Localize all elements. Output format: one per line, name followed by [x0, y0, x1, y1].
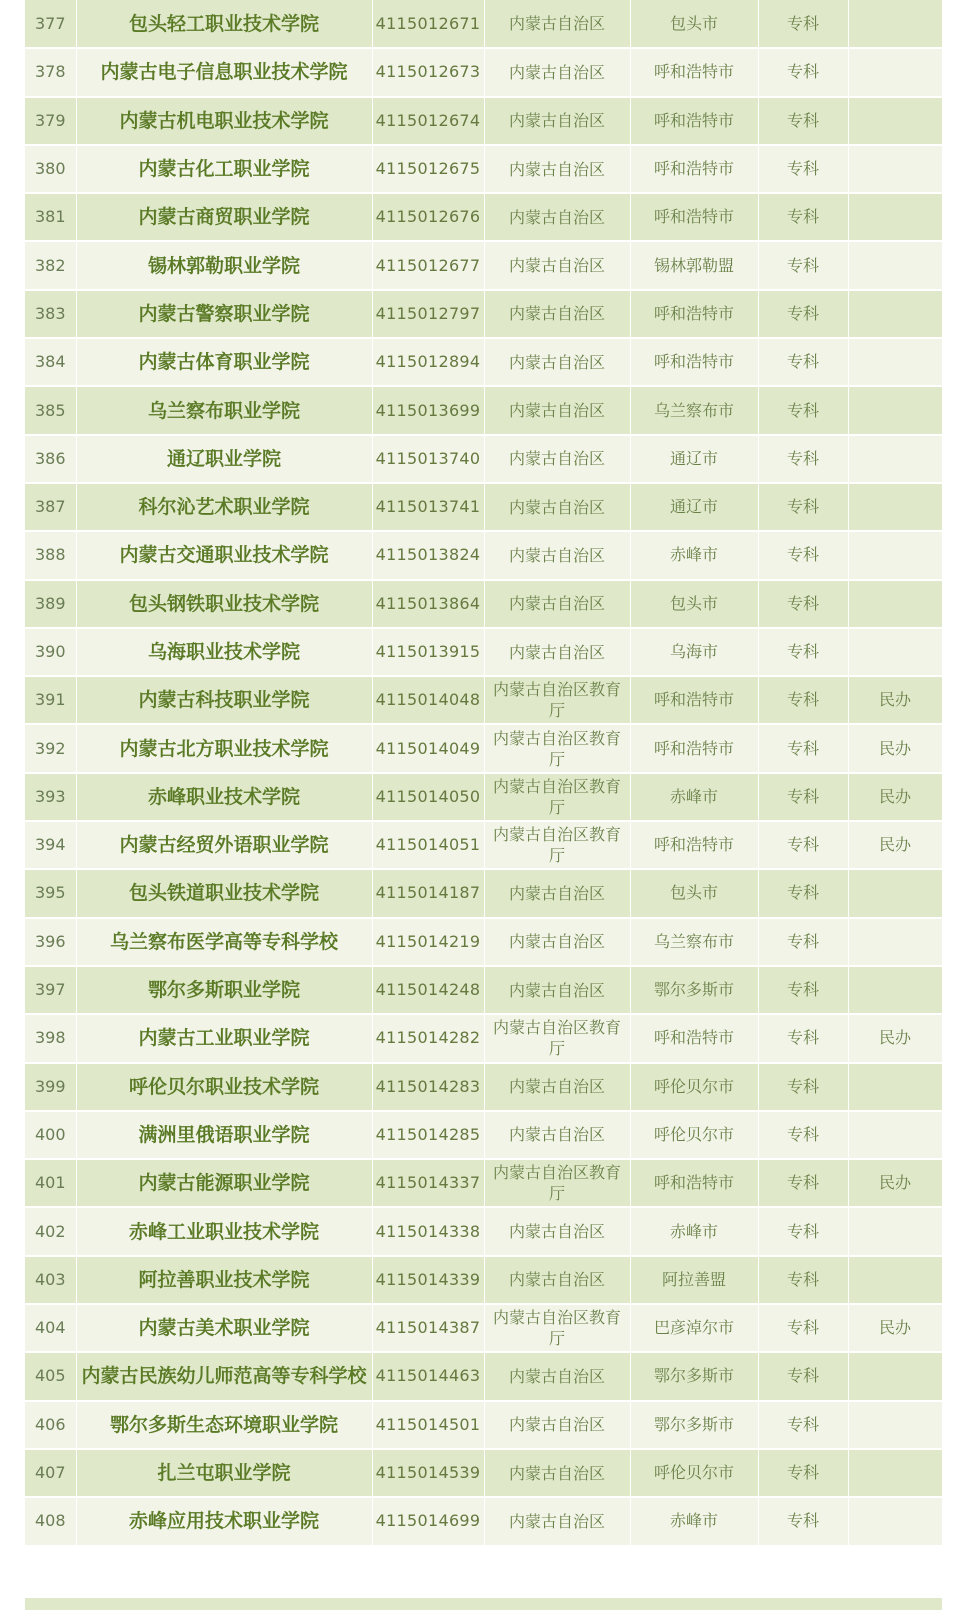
remark-cell: 民办 — [848, 676, 942, 724]
supervising-department-cell: 内蒙古自治区 — [484, 435, 630, 483]
school-list-body — [25, 0, 942, 1546]
city-cell: 阿拉善盟 — [630, 1256, 758, 1304]
row-number-cell: 397 — [25, 966, 76, 1014]
remark-cell — [848, 1449, 942, 1497]
remark-cell — [848, 1497, 942, 1545]
row-number-cell: 406 — [25, 1401, 76, 1449]
supervising-department-cell: 内蒙古自治区 — [484, 1401, 630, 1449]
remark-cell: 民办 — [848, 1304, 942, 1352]
row-number-cell: 387 — [25, 483, 76, 531]
row-number-cell: 399 — [25, 1063, 76, 1111]
row-number-cell: 392 — [25, 724, 76, 772]
row-number-cell: 401 — [25, 1159, 76, 1207]
school-code-cell: 4115014051 — [372, 821, 484, 869]
education-level-cell: 专科 — [758, 1159, 848, 1207]
school-code-cell: 4115013864 — [372, 580, 484, 628]
school-name-cell: 呼伦贝尔职业技术学院 — [76, 1063, 372, 1111]
school-code-cell: 4115012675 — [372, 145, 484, 193]
remark-cell — [848, 0, 942, 48]
remark-cell — [848, 435, 942, 483]
table-row — [25, 290, 942, 338]
table-row — [25, 483, 942, 531]
city-cell: 呼和浩特市 — [630, 1014, 758, 1062]
education-level-cell: 专科 — [758, 1256, 848, 1304]
school-code-cell: 4115013741 — [372, 483, 484, 531]
remark-cell — [848, 193, 942, 241]
row-number-cell: 402 — [25, 1207, 76, 1255]
remark-cell — [848, 97, 942, 145]
education-level-cell: 专科 — [758, 1207, 848, 1255]
remark-cell — [848, 145, 942, 193]
school-code-cell: 4115014463 — [372, 1352, 484, 1400]
remark-cell: 民办 — [848, 724, 942, 772]
education-level-cell: 专科 — [758, 1449, 848, 1497]
row-number-cell: 398 — [25, 1014, 76, 1062]
school-list-table — [25, 0, 943, 1547]
row-number-cell: 395 — [25, 869, 76, 917]
row-number-cell: 393 — [25, 773, 76, 821]
supervising-department-cell: 内蒙古自治区教育厅 — [484, 1014, 630, 1062]
row-number-cell: 378 — [25, 48, 76, 96]
city-cell: 通辽市 — [630, 483, 758, 531]
remark-cell: 民办 — [848, 821, 942, 869]
table-row — [25, 918, 942, 966]
city-cell: 呼和浩特市 — [630, 724, 758, 772]
remark-cell — [848, 483, 942, 531]
row-number-cell: 408 — [25, 1497, 76, 1545]
education-level-cell: 专科 — [758, 483, 848, 531]
school-name-cell: 内蒙古体育职业学院 — [76, 338, 372, 386]
remark-cell — [848, 869, 942, 917]
school-code-cell: 4115013915 — [372, 628, 484, 676]
supervising-department-cell: 内蒙古自治区 — [484, 241, 630, 289]
table-row — [25, 338, 942, 386]
supervising-department-cell: 内蒙古自治区 — [484, 1207, 630, 1255]
education-level-cell: 专科 — [758, 435, 848, 483]
education-level-cell: 专科 — [758, 1063, 848, 1111]
school-name-cell: 内蒙古机电职业技术学院 — [76, 97, 372, 145]
education-level-cell: 专科 — [758, 676, 848, 724]
school-code-cell: 4115014387 — [372, 1304, 484, 1352]
table-row — [25, 1111, 942, 1159]
supervising-department-cell: 内蒙古自治区教育厅 — [484, 1159, 630, 1207]
table-bottom-edge — [25, 1598, 942, 1610]
table-row — [25, 48, 942, 96]
table-row — [25, 1014, 942, 1062]
table-row — [25, 1497, 942, 1545]
school-name-cell: 科尔沁艺术职业学院 — [76, 483, 372, 531]
city-cell: 呼和浩特市 — [630, 821, 758, 869]
city-cell: 呼和浩特市 — [630, 290, 758, 338]
supervising-department-cell: 内蒙古自治区 — [484, 1063, 630, 1111]
table-row — [25, 145, 942, 193]
row-number-cell: 377 — [25, 0, 76, 48]
remark-cell — [848, 1063, 942, 1111]
education-level-cell: 专科 — [758, 1111, 848, 1159]
table-row — [25, 386, 942, 434]
school-code-cell: 4115014050 — [372, 773, 484, 821]
education-level-cell: 专科 — [758, 869, 848, 917]
remark-cell — [848, 531, 942, 579]
school-name-cell: 锡林郭勒职业学院 — [76, 241, 372, 289]
table-row — [25, 241, 942, 289]
table-row — [25, 1449, 942, 1497]
school-name-cell: 内蒙古美术职业学院 — [76, 1304, 372, 1352]
school-name-cell: 内蒙古电子信息职业技术学院 — [76, 48, 372, 96]
city-cell: 乌海市 — [630, 628, 758, 676]
supervising-department-cell: 内蒙古自治区 — [484, 869, 630, 917]
school-name-cell: 包头轻工职业技术学院 — [76, 0, 372, 48]
remark-cell — [848, 1352, 942, 1400]
school-code-cell: 4115014539 — [372, 1449, 484, 1497]
table-row — [25, 1352, 942, 1400]
school-code-cell: 4115014699 — [372, 1497, 484, 1545]
city-cell: 呼和浩特市 — [630, 48, 758, 96]
remark-cell — [848, 290, 942, 338]
school-code-cell: 4115014501 — [372, 1401, 484, 1449]
city-cell: 鄂尔多斯市 — [630, 966, 758, 1014]
supervising-department-cell: 内蒙古自治区教育厅 — [484, 1304, 630, 1352]
school-name-cell: 包头钢铁职业技术学院 — [76, 580, 372, 628]
table-row — [25, 97, 942, 145]
education-level-cell: 专科 — [758, 193, 848, 241]
school-code-cell: 4115012677 — [372, 241, 484, 289]
remark-cell: 民办 — [848, 1159, 942, 1207]
row-number-cell: 383 — [25, 290, 76, 338]
row-number-cell: 388 — [25, 531, 76, 579]
remark-cell — [848, 338, 942, 386]
supervising-department-cell: 内蒙古自治区 — [484, 531, 630, 579]
education-level-cell: 专科 — [758, 338, 848, 386]
table-row — [25, 821, 942, 869]
remark-cell — [848, 1401, 942, 1449]
school-code-cell: 4115014187 — [372, 869, 484, 917]
remark-cell — [848, 241, 942, 289]
school-code-cell: 4115014283 — [372, 1063, 484, 1111]
row-number-cell: 405 — [25, 1352, 76, 1400]
supervising-department-cell: 内蒙古自治区 — [484, 1111, 630, 1159]
remark-cell — [848, 966, 942, 1014]
row-number-cell: 382 — [25, 241, 76, 289]
school-name-cell: 内蒙古警察职业学院 — [76, 290, 372, 338]
school-name-cell: 赤峰职业技术学院 — [76, 773, 372, 821]
row-number-cell: 380 — [25, 145, 76, 193]
remark-cell — [848, 1111, 942, 1159]
row-number-cell: 389 — [25, 580, 76, 628]
row-number-cell: 400 — [25, 1111, 76, 1159]
education-level-cell: 专科 — [758, 628, 848, 676]
city-cell: 鄂尔多斯市 — [630, 1352, 758, 1400]
city-cell: 包头市 — [630, 0, 758, 48]
table-row — [25, 724, 942, 772]
school-code-cell: 4115012676 — [372, 193, 484, 241]
school-code-cell: 4115014338 — [372, 1207, 484, 1255]
supervising-department-cell: 内蒙古自治区教育厅 — [484, 724, 630, 772]
school-code-cell: 4115014219 — [372, 918, 484, 966]
table-row — [25, 966, 942, 1014]
row-number-cell: 404 — [25, 1304, 76, 1352]
city-cell: 呼和浩特市 — [630, 145, 758, 193]
supervising-department-cell: 内蒙古自治区 — [484, 386, 630, 434]
city-cell: 赤峰市 — [630, 531, 758, 579]
city-cell: 呼伦贝尔市 — [630, 1449, 758, 1497]
school-name-cell: 内蒙古化工职业学院 — [76, 145, 372, 193]
school-list-table-container — [25, 0, 942, 1547]
city-cell: 呼伦贝尔市 — [630, 1063, 758, 1111]
school-name-cell: 内蒙古科技职业学院 — [76, 676, 372, 724]
school-name-cell: 内蒙古商贸职业学院 — [76, 193, 372, 241]
school-name-cell: 内蒙古经贸外语职业学院 — [76, 821, 372, 869]
remark-cell — [848, 1256, 942, 1304]
city-cell: 巴彦淖尔市 — [630, 1304, 758, 1352]
table-row — [25, 1063, 942, 1111]
row-number-cell: 403 — [25, 1256, 76, 1304]
supervising-department-cell: 内蒙古自治区 — [484, 1449, 630, 1497]
supervising-department-cell: 内蒙古自治区 — [484, 918, 630, 966]
supervising-department-cell: 内蒙古自治区 — [484, 483, 630, 531]
school-name-cell: 乌海职业技术学院 — [76, 628, 372, 676]
school-name-cell: 包头铁道职业技术学院 — [76, 869, 372, 917]
supervising-department-cell: 内蒙古自治区 — [484, 628, 630, 676]
school-code-cell: 4115012671 — [372, 0, 484, 48]
school-code-cell: 4115012674 — [372, 97, 484, 145]
row-number-cell: 379 — [25, 97, 76, 145]
school-name-cell: 内蒙古交通职业技术学院 — [76, 531, 372, 579]
supervising-department-cell: 内蒙古自治区教育厅 — [484, 773, 630, 821]
remark-cell: 民办 — [848, 773, 942, 821]
city-cell: 通辽市 — [630, 435, 758, 483]
school-code-cell: 4115014248 — [372, 966, 484, 1014]
row-number-cell: 394 — [25, 821, 76, 869]
row-number-cell: 390 — [25, 628, 76, 676]
education-level-cell: 专科 — [758, 918, 848, 966]
school-code-cell: 4115013740 — [372, 435, 484, 483]
table-row — [25, 1207, 942, 1255]
education-level-cell: 专科 — [758, 0, 848, 48]
education-level-cell: 专科 — [758, 724, 848, 772]
education-level-cell: 专科 — [758, 145, 848, 193]
supervising-department-cell: 内蒙古自治区 — [484, 1497, 630, 1545]
school-code-cell: 4115012797 — [372, 290, 484, 338]
education-level-cell: 专科 — [758, 821, 848, 869]
supervising-department-cell: 内蒙古自治区 — [484, 0, 630, 48]
supervising-department-cell: 内蒙古自治区 — [484, 97, 630, 145]
education-level-cell: 专科 — [758, 1352, 848, 1400]
remark-cell — [848, 48, 942, 96]
table-row — [25, 628, 942, 676]
supervising-department-cell: 内蒙古自治区 — [484, 290, 630, 338]
city-cell: 呼和浩特市 — [630, 676, 758, 724]
city-cell: 呼和浩特市 — [630, 1159, 758, 1207]
remark-cell — [848, 580, 942, 628]
table-row — [25, 0, 942, 48]
education-level-cell: 专科 — [758, 531, 848, 579]
supervising-department-cell: 内蒙古自治区 — [484, 48, 630, 96]
row-number-cell: 396 — [25, 918, 76, 966]
supervising-department-cell: 内蒙古自治区教育厅 — [484, 676, 630, 724]
school-code-cell: 4115014048 — [372, 676, 484, 724]
table-row — [25, 869, 942, 917]
education-level-cell: 专科 — [758, 1304, 848, 1352]
supervising-department-cell: 内蒙古自治区 — [484, 145, 630, 193]
city-cell: 乌兰察布市 — [630, 918, 758, 966]
city-cell: 鄂尔多斯市 — [630, 1401, 758, 1449]
education-level-cell: 专科 — [758, 97, 848, 145]
city-cell: 呼和浩特市 — [630, 193, 758, 241]
education-level-cell: 专科 — [758, 1014, 848, 1062]
row-number-cell: 381 — [25, 193, 76, 241]
supervising-department-cell: 内蒙古自治区教育厅 — [484, 821, 630, 869]
school-code-cell: 4115012894 — [372, 338, 484, 386]
supervising-department-cell: 内蒙古自治区 — [484, 966, 630, 1014]
city-cell: 乌兰察布市 — [630, 386, 758, 434]
city-cell: 赤峰市 — [630, 1497, 758, 1545]
school-name-cell: 满洲里俄语职业学院 — [76, 1111, 372, 1159]
school-name-cell: 扎兰屯职业学院 — [76, 1449, 372, 1497]
city-cell: 赤峰市 — [630, 773, 758, 821]
table-row — [25, 435, 942, 483]
school-name-cell: 内蒙古北方职业技术学院 — [76, 724, 372, 772]
school-name-cell: 内蒙古工业职业学院 — [76, 1014, 372, 1062]
city-cell: 呼和浩特市 — [630, 97, 758, 145]
education-level-cell: 专科 — [758, 241, 848, 289]
table-row — [25, 531, 942, 579]
school-code-cell: 4115014282 — [372, 1014, 484, 1062]
row-number-cell: 407 — [25, 1449, 76, 1497]
education-level-cell: 专科 — [758, 48, 848, 96]
school-name-cell: 赤峰工业职业技术学院 — [76, 1207, 372, 1255]
remark-cell — [848, 918, 942, 966]
table-row — [25, 1304, 942, 1352]
table-row — [25, 773, 942, 821]
school-name-cell: 鄂尔多斯生态环境职业学院 — [76, 1401, 372, 1449]
education-level-cell: 专科 — [758, 580, 848, 628]
school-code-cell: 4115013699 — [372, 386, 484, 434]
city-cell: 赤峰市 — [630, 1207, 758, 1255]
school-name-cell: 赤峰应用技术职业学院 — [76, 1497, 372, 1545]
school-code-cell: 4115014049 — [372, 724, 484, 772]
row-number-cell: 385 — [25, 386, 76, 434]
education-level-cell: 专科 — [758, 290, 848, 338]
education-level-cell: 专科 — [758, 386, 848, 434]
city-cell: 锡林郭勒盟 — [630, 241, 758, 289]
row-number-cell: 386 — [25, 435, 76, 483]
supervising-department-cell: 内蒙古自治区 — [484, 193, 630, 241]
school-code-cell: 4115014337 — [372, 1159, 484, 1207]
supervising-department-cell: 内蒙古自治区 — [484, 338, 630, 386]
education-level-cell: 专科 — [758, 1497, 848, 1545]
row-number-cell: 384 — [25, 338, 76, 386]
row-number-cell: 391 — [25, 676, 76, 724]
city-cell: 呼伦贝尔市 — [630, 1111, 758, 1159]
school-name-cell: 乌兰察布职业学院 — [76, 386, 372, 434]
school-name-cell: 内蒙古民族幼儿师范高等专科学校 — [76, 1352, 372, 1400]
education-level-cell: 专科 — [758, 966, 848, 1014]
education-level-cell: 专科 — [758, 773, 848, 821]
school-name-cell: 乌兰察布医学高等专科学校 — [76, 918, 372, 966]
school-name-cell: 鄂尔多斯职业学院 — [76, 966, 372, 1014]
city-cell: 包头市 — [630, 580, 758, 628]
table-row — [25, 580, 942, 628]
supervising-department-cell: 内蒙古自治区 — [484, 1352, 630, 1400]
school-name-cell: 内蒙古能源职业学院 — [76, 1159, 372, 1207]
table-row — [25, 1256, 942, 1304]
city-cell: 包头市 — [630, 869, 758, 917]
table-row — [25, 1401, 942, 1449]
education-level-cell: 专科 — [758, 1401, 848, 1449]
table-row — [25, 676, 942, 724]
school-code-cell: 4115013824 — [372, 531, 484, 579]
school-code-cell: 4115014339 — [372, 1256, 484, 1304]
remark-cell: 民办 — [848, 1014, 942, 1062]
table-row — [25, 1159, 942, 1207]
remark-cell — [848, 628, 942, 676]
school-name-cell: 通辽职业学院 — [76, 435, 372, 483]
school-name-cell: 阿拉善职业技术学院 — [76, 1256, 372, 1304]
city-cell: 呼和浩特市 — [630, 338, 758, 386]
supervising-department-cell: 内蒙古自治区 — [484, 580, 630, 628]
remark-cell — [848, 386, 942, 434]
school-code-cell: 4115012673 — [372, 48, 484, 96]
supervising-department-cell: 内蒙古自治区 — [484, 1256, 630, 1304]
school-code-cell: 4115014285 — [372, 1111, 484, 1159]
remark-cell — [848, 1207, 942, 1255]
table-row — [25, 193, 942, 241]
